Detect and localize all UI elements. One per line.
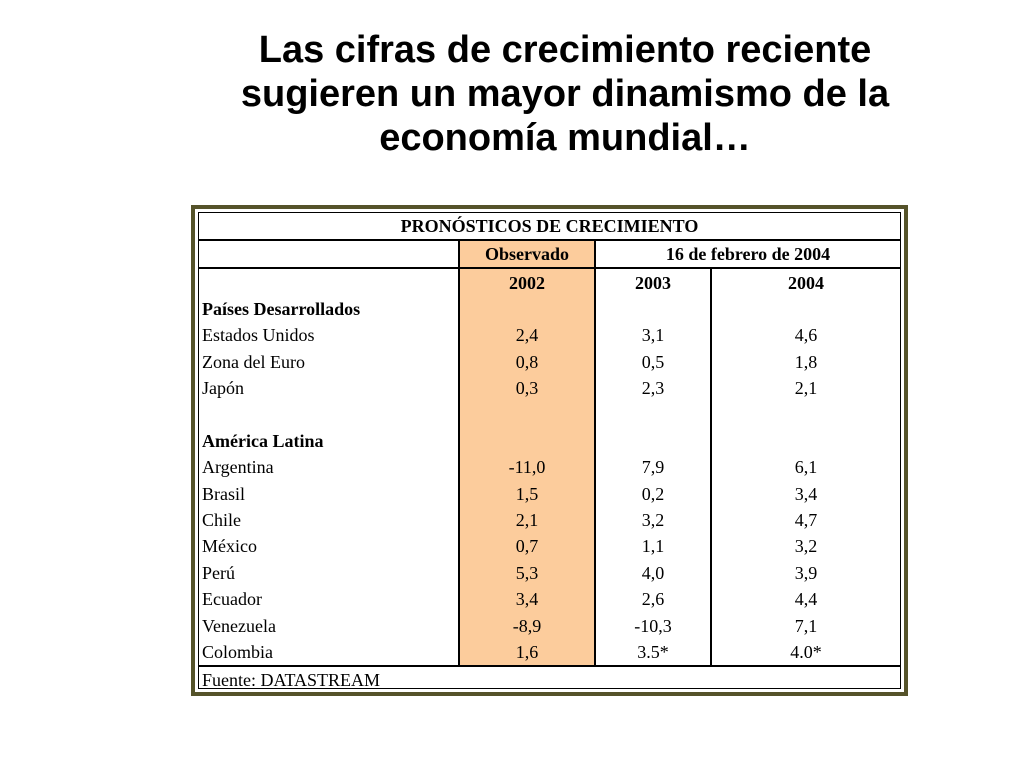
value-2002: 2,1 <box>459 507 595 533</box>
year-header: 2004 <box>711 268 900 295</box>
value-2004: 3,4 <box>711 481 900 507</box>
years-empty-cell <box>199 268 459 295</box>
table-row <box>199 454 900 480</box>
table-row <box>199 533 900 559</box>
value-2003: 0,5 <box>595 349 711 375</box>
slide-title-line: Las cifras de crecimiento reciente <box>258 29 872 71</box>
value-2004: 3,9 <box>711 560 900 586</box>
empty-cell <box>595 296 711 322</box>
country-name: Zona del Euro <box>202 351 305 372</box>
year-header: 2003 <box>595 268 711 295</box>
value-2002: 5,3 <box>459 560 595 586</box>
value-2002: 0,8 <box>459 349 595 375</box>
empty-cell <box>595 428 711 454</box>
section-name: Países Desarrollados <box>202 298 361 319</box>
value-2004: 2,1 <box>711 375 900 401</box>
value-2002: 1,5 <box>459 481 595 507</box>
value-2003: -10,3 <box>595 612 711 638</box>
table-years-row <box>199 268 900 295</box>
value-2002: -8,9 <box>459 612 595 638</box>
header-empty-cell <box>199 240 459 268</box>
empty-cell <box>459 296 595 322</box>
value-2002: 1,6 <box>459 639 595 666</box>
table-caption-row <box>199 213 900 240</box>
table-header-row <box>199 240 900 268</box>
country-name: México <box>202 536 257 557</box>
value-2003: 4,0 <box>595 560 711 586</box>
table-row <box>199 586 900 612</box>
year-header: 2002 <box>459 268 595 295</box>
value-2003: 3,2 <box>595 507 711 533</box>
country-name: Japón <box>202 378 244 399</box>
value-2002: 2,4 <box>459 322 595 348</box>
empty-cell <box>199 401 459 427</box>
table-row <box>199 349 900 375</box>
spacer-row <box>199 401 900 427</box>
section-header-row <box>199 296 900 322</box>
forecast-table <box>199 213 900 693</box>
country-name: Chile <box>202 510 241 531</box>
forecast-table-frame <box>191 205 908 696</box>
table-row <box>199 560 900 586</box>
value-2004: 4,6 <box>711 322 900 348</box>
value-2004: 1,8 <box>711 349 900 375</box>
value-2002: 0,7 <box>459 533 595 559</box>
table-row <box>199 507 900 533</box>
empty-cell <box>711 296 900 322</box>
table-row <box>199 375 900 401</box>
empty-cell <box>459 401 595 427</box>
country-name: Argentina <box>202 457 274 478</box>
forecast-table-inner <box>198 212 901 689</box>
value-2002: 0,3 <box>459 375 595 401</box>
header-forecast-date: 16 de febrero de 2004 <box>595 240 900 268</box>
empty-cell <box>711 401 900 427</box>
value-2003: 0,2 <box>595 481 711 507</box>
slide-title-line: economía mundial… <box>379 117 751 159</box>
value-2004: 3,2 <box>711 533 900 559</box>
source-note: Fuente: DATASTREAM <box>199 666 900 693</box>
value-2003: 3,1 <box>595 322 711 348</box>
country-name: Brasil <box>202 483 245 504</box>
value-2004: 4,7 <box>711 507 900 533</box>
value-2004: 6,1 <box>711 454 900 480</box>
value-2004: 4.0* <box>711 639 900 666</box>
section-header-row <box>199 428 900 454</box>
value-2003: 2,6 <box>595 586 711 612</box>
country-name: Venezuela <box>202 615 276 636</box>
value-2004: 4,4 <box>711 586 900 612</box>
empty-cell <box>711 428 900 454</box>
table-row <box>199 612 900 638</box>
country-name: Ecuador <box>202 589 262 610</box>
value-2003: 3.5* <box>595 639 711 666</box>
value-2003: 7,9 <box>595 454 711 480</box>
value-2003: 1,1 <box>595 533 711 559</box>
slide-title-line: sugieren un mayor dinamismo de la <box>240 73 890 115</box>
source-row <box>199 666 900 693</box>
header-observed: Observado <box>459 240 595 268</box>
country-name: Perú <box>202 562 235 583</box>
empty-cell <box>459 428 595 454</box>
value-2002: -11,0 <box>459 454 595 480</box>
empty-cell <box>595 401 711 427</box>
value-2003: 2,3 <box>595 375 711 401</box>
section-name: América Latina <box>202 430 324 451</box>
country-name: Colombia <box>202 642 273 663</box>
table-caption: PRONÓSTICOS DE CRECIMIENTO <box>199 213 900 240</box>
table-row <box>199 322 900 348</box>
table-row <box>199 481 900 507</box>
value-2004: 7,1 <box>711 612 900 638</box>
value-2002: 3,4 <box>459 586 595 612</box>
country-name: Estados Unidos <box>202 325 315 346</box>
slide-title <box>150 28 980 160</box>
table-row <box>199 639 900 666</box>
